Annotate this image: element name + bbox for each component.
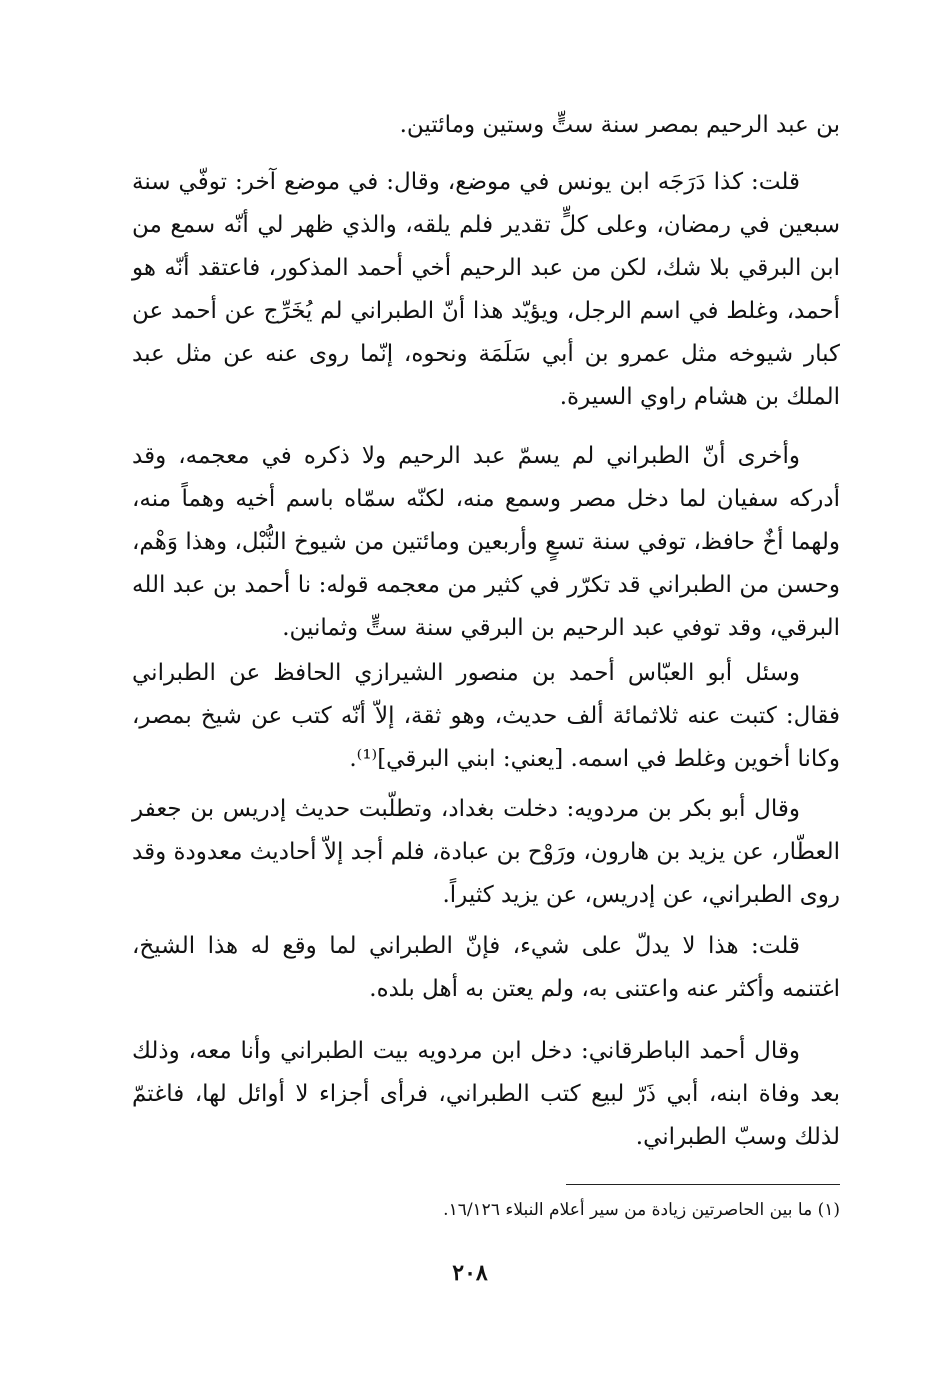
footnote: (١) ما بين الحاصرتين زيادة من سير أعلام النبلاء ١٦/١٢٦. xyxy=(443,1200,840,1220)
paragraph-7: وقال أحمد الباطرقاني: دخل ابن مردويه بيت الطبراني وأنا معه، وذلك بعد وفاة ابنه، أبي ذَرّ لبيع كتب الطبراني، فرأى أجزاء لا أوائل لها، فاغتمّ لذلك وسبّ الطبراني. xyxy=(132,1038,840,1150)
paragraph-5: وقال أبو بكر بن مردويه: دخلت بغداد، وتطلّبت حديث إدريس بن جعفر العطّار، عن يزيد بن هارون، ورَوْح بن عبادة، فلم أجد إلاّ أحاديث معدودة وقد روى الطبراني، عن إدريس، عن يزيد كثيراً. xyxy=(132,796,840,908)
footnote-divider xyxy=(566,1184,840,1185)
paragraph-1: بن عبد الرحيم بمصر سنة ستٍّ وستين ومائتين. xyxy=(399,112,840,138)
paragraph-2: قلت: كذا دَرَجَه ابن يونس في موضع، وقال: في موضع آخر: توفّي سنة سبعين في رمضان، وعلى كلٍّ تقدير فلم يلقه، والذي ظهر لي أنّه سمع من ابن البرقي بلا شك، لكن من عبد الرحيم أخي أحمد المذكور، فاعتقد أنّه هو أحمد، وغلط في اسم الرجل، ويؤيّد هذا أنّ الطبراني لم يُخَرِّج عن أحمد عن كبار شيوخه مثل عمرو بن أبي سَلَمَة ونحوه، إنّما روى عنه عن مثل عبد الملك بن هشام راوي السيرة. xyxy=(132,169,840,410)
paragraph-6: قلت: هذا لا يدلّ على شيء، فإنّ الطبراني لما وقع له هذا الشيخ، اغتنمه وأكثر عنه واعتنى به، ولم يعتن به أهل بلده. xyxy=(132,933,840,1002)
paragraph-3: وأخرى أنّ الطبراني لم يسمّ عبد الرحيم ولا ذكره في معجمه، وقد أدركه سفيان لما دخل مصر وسمع منه، لكنّه سمّاه باسم أخيه وهماً منه، ولهما أخٌ حافظ، توفي سنة تسعٍ وأربعين ومائتين من شيوخ النُّبْل، وهذا وَهْم، وحسن من الطبراني قد تكرّر في كثير من معجمه قوله: نا أحمد بن عبد الله البرقي، وقد توفي عبد الرحيم بن البرقي سنة ستٍّ وثمانين. xyxy=(132,443,840,641)
page-number: ٢٠٨ xyxy=(452,1260,488,1286)
paragraph-4: وسئل أبو العبّاس أحمد بن منصور الشيرازي الحافظ عن الطبراني فقال: كتبت عنه ثلاثمائة ألف حديث، وهو ثقة، إلاّ أنّه كتب عن شيخ بمصر، وكانا أخوين وغلط في اسمه. [يعني: ابني البرقي]⁽¹⁾. xyxy=(132,660,840,772)
